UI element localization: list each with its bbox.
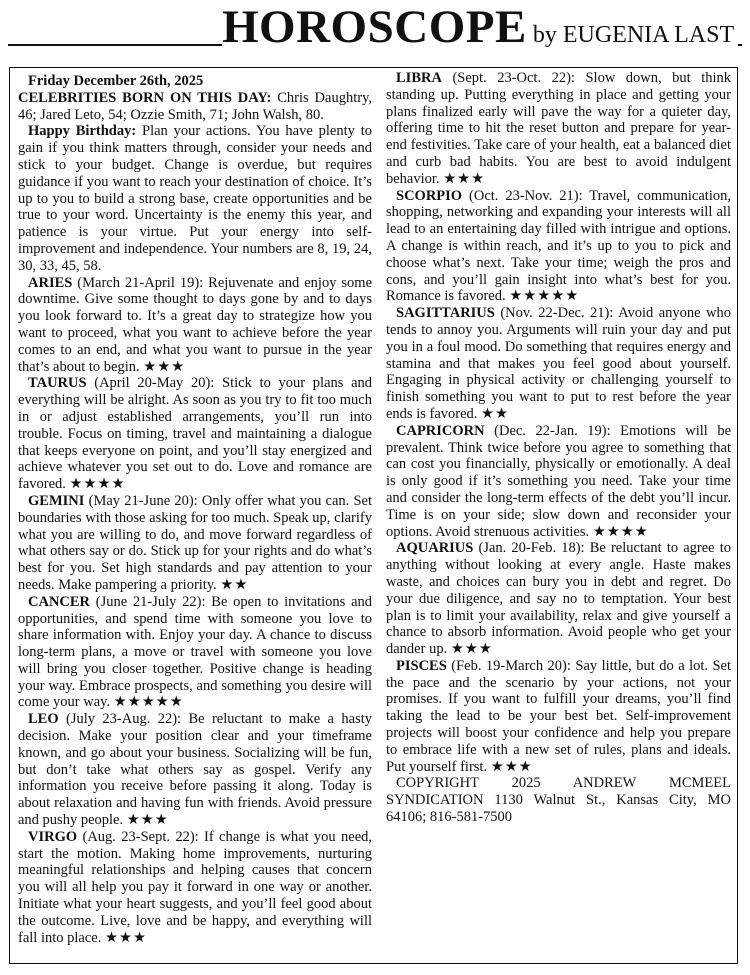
star-rating: ★★★★★ [113,694,184,711]
sign-text: Rejuvenate and enjoy some downtime. Give some thought to days gone by and to days you look forward to. It’s a great day to strategize how you want to proceed, what you want to achieve before the year comes to an end, and what you want to pursue in the year that’s about to begin. [18,274,373,375]
sign-name: CAPRICORN [396,422,485,439]
byline: by EUGENIA LAST [532,22,735,48]
sign-text: Be open to invitations and opportunities, and spend time with someone you love to share information with. Enjoy your day. A chance to discuss long-term plans, a move or travel with someone you love will bring you closer together. Positive change is heading your way. Embrace prospects, and something you desire will come your way. [18,593,373,711]
sign-capricorn [386,423,731,541]
sign-dates: (Aug. 23-Sept. 22): [82,828,199,845]
sign-virgo [18,829,372,947]
sign-dates: (March 21-April 19): [77,274,204,291]
star-rating: ★★★★ [69,476,126,493]
sign-name: CANCER [28,593,91,610]
star-rating: ★★★★ [592,523,649,540]
sign-name: PISCES [396,657,447,674]
sign-text: Travel, communication, shopping, networking and expanding your interests will all lead to an entertaining day filled with intrigue and options. A change is within reach, and it’s up to you to pick and choose what’s next. Take your time; weigh the pros and cons, and you’ll gain insight into what’s best for you. Romance is favored. [386,187,731,305]
sign-text: Only offer what you can. Set boundaries with those asking for too much. Speak up, clarify what you are willing to do, and move forward regardless of what others say or do. Stick up for your rights and do what’s best for you. Set high standards and pay attention to your needs. Make pampering a priority. [18,492,373,593]
page-title: HOROSCOPE [222,1,527,53]
sign-name: SAGITTARIUS [396,305,495,322]
right-column [386,70,731,826]
sign-dates: (Feb. 19-March 20): [451,657,571,674]
copyright-notice: COPYRIGHT 2025 ANDREW MCMEEL SYNDICATION 1130 Walnut St., Kansas City, MO 64106; 816-581-7500 [386,775,731,826]
sign-scorpio [386,188,731,306]
sign-text: Be reluctant to make a hasty decision. Make your position clear and your timeframe known, and go about your business. Socializing will be fun, but don’t take what others say as gospel. Verify any information you receive before passing it along. Today is about relaxation and having fun with friends. Avoid pressure and pushy people. [18,711,372,829]
birthday-label: Happy Birthday: [28,123,137,140]
celebrities-paragraph [18,90,372,124]
celebrities-text: Chris Daughtry, 46; Jared Leto, 54; Ozzie Smith, 71; John Walsh, 80. [18,89,372,123]
sign-text: Emotions will be prevalent. Think twice before you agree to something that can cost you financially, physically or emotionally. A deal is only good if it’s something you need. Take your time and consider the long-term effects of the debt you’ll incur. Time is on your side; slow down and reconsider your options. Avoid strenuous activities. [386,422,732,540]
sign-dates: (Dec. 22-Jan. 19): [494,422,611,439]
horoscope-box [9,67,738,964]
sign-sagittarius [386,305,731,423]
star-rating: ★★★ [450,641,493,658]
sign-dates: (June 21-July 22): [95,593,206,610]
sign-dates: (Nov. 22-Dec. 21): [500,305,614,322]
sign-text: Say little, but do a lot. Set the pace and the scenario by your actions, not your promises. If you want to fulfill your dreams, you’ll find taking the lead to be your best bet. Self-improvement projects will boost your confidence and help you prepare to embrace life with a new set of rules, plans and ideals. Put yourself first. [386,657,732,775]
masthead-title-block [222,2,738,52]
date-heading: Friday December 26th, 2025 [28,73,204,89]
sign-dates: (May 21-June 20): [88,492,198,509]
sign-aquarius [386,540,731,658]
sign-aries [18,275,372,376]
star-rating: ★★★ [490,758,533,775]
sign-name: LIBRA [396,70,442,86]
sign-cancer [18,594,372,712]
celebrities-label: CELEBRITIES BORN ON THIS DAY: [18,89,272,106]
sign-text: Be reluctant to agree to anything without looking at every angle. Haste makes waste, and choices can bury you in debt and regret. Do your due diligence, and say no to temptation. Your best plan is to limit your availability, relax and give yourself a chance to absorb information. Avoid people who get your dander up. [386,540,732,658]
sign-text: If change is what you need, start the motion. Making home improvements, nurturing meaningful relationships and helping causes that concern you will all help you pay it forward in one way or another. Initiate what your heart suggests, and you’ll feel good about the outcome. Live, love and be happy, and everything will fall into place. [18,828,373,946]
sign-name: GEMINI [28,492,85,509]
sign-text: Avoid anyone who tends to annoy you. Arguments will ruin your day and put you in a foul mood. Do something that requires energy and stamina and that makes you feel good about yourself. Engaging in physical activity or challenging yourself to finish something you want to put to rest before the year ends is favored. [386,305,732,422]
sign-text: Slow down, but think standing up. Putting everything in place and getting your plans finalized early will pave the way for a quieter day, offering time to hit the reset button and prepare for year-end festivities. Take care of your health, eat a balanced diet and curb bad habits. You are best to avoid indulgent behavior. [386,70,732,187]
masthead [0,0,750,56]
sign-dates: (July 23-Aug. 22): [66,711,182,728]
sign-name: ARIES [28,274,73,291]
star-rating: ★★★ [126,812,169,829]
sign-name: SCORPIO [396,187,463,204]
sign-name: AQUARIUS [396,540,474,557]
sign-dates: (Oct. 23-Nov. 21): [469,187,583,204]
star-rating: ★★★★★ [509,288,580,305]
star-rating: ★★ [481,405,510,422]
birthday-paragraph [18,123,372,274]
sign-text: Stick to your plans and everything will be alright. As soon as you try to fit too much in or adjust established arrangements, you’ll run into trouble. Focus on timing, travel and maintaining a dialogue that keeps everyone on point, and you’ll stay energized and achieve whatever you set out to do. Love and romance are favored. [18,375,373,493]
sign-dates: (Sept. 23-Oct. 22): [452,70,575,86]
sign-name: TAURUS [28,375,87,392]
sign-taurus [18,375,372,493]
sign-pisces [386,658,731,776]
sign-leo [18,711,372,829]
sign-name: LEO [28,711,59,728]
star-rating: ★★★ [104,929,147,946]
birthday-text: Plan your actions. You have plenty to gain if you think matters through, consider your needs and stick to your budget. Change is overdue, but requires guidance if you want to reach your destination of choice. It’s up to you to build a strong base, create opportunities and be true to your word. Uncertainty is the enemy this year, and patience is your virtue. Put your energy into self-improvement and independence. Your numbers are 8, 19, 24, 30, 33, 45, 58. [18,123,372,274]
star-rating: ★★★ [443,170,486,187]
sign-dates: (April 20-May 20): [94,375,215,392]
sign-dates: (Jan. 20-Feb. 18): [478,540,585,557]
star-rating: ★★ [220,576,249,593]
sign-name: VIRGO [28,828,78,845]
sign-libra [386,70,731,188]
left-column [18,73,372,946]
sign-gemini [18,493,372,594]
star-rating: ★★★ [143,358,186,375]
